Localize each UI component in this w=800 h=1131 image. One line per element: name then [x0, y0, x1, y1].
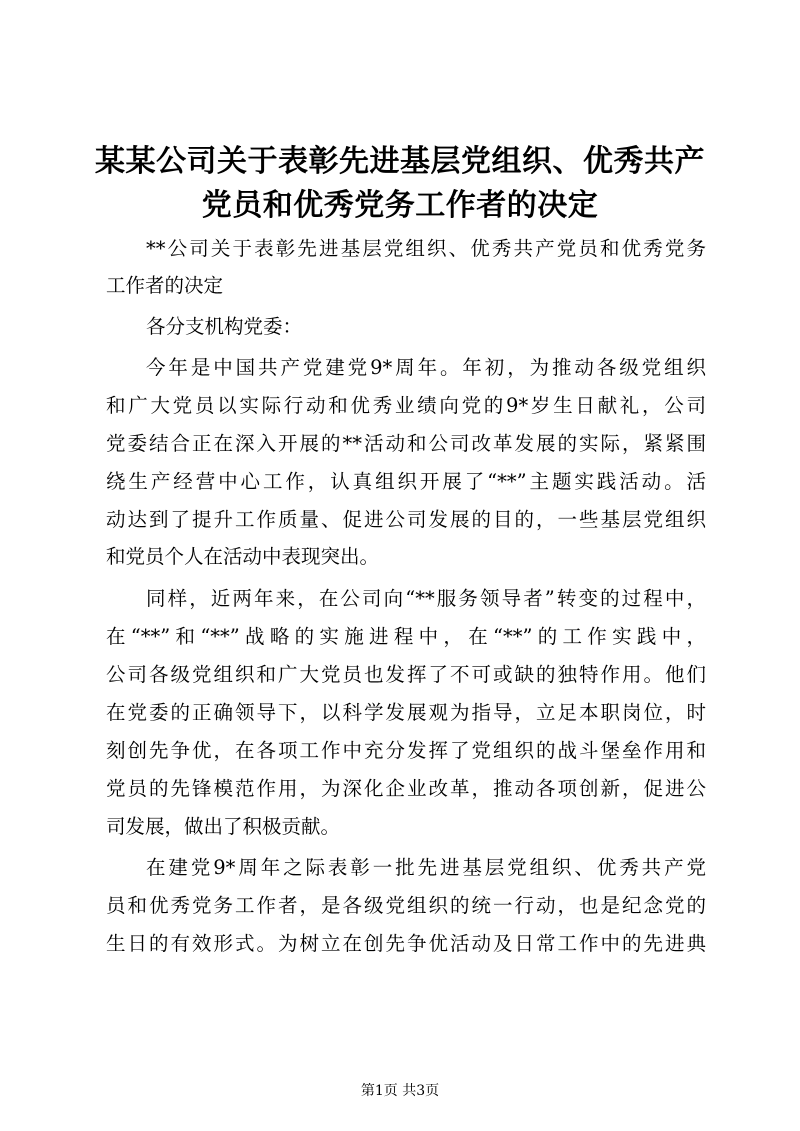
- body-line: 刻创先争优，在各项工作中充分发挥了党组织的战斗堡垒作用和: [106, 739, 706, 762]
- salutation: 各分支机构党委：: [146, 315, 303, 338]
- body-line: 公司各级党组织和广大党员也发挥了不可或缺的独特作用。他们: [106, 663, 706, 686]
- body-line: 党员的先锋模范作用，为深化企业改革，推动各项创新，促进公: [106, 777, 706, 800]
- body-line: 绕生产经营中心工作，认真组织开展了“**”主题实践活动。活: [106, 470, 706, 493]
- body-line: 在党委的正确领导下，以科学发展观为指导，立足本职岗位，时: [106, 701, 706, 724]
- body-line: 和党员个人在活动中表现突出。: [106, 545, 380, 568]
- body-line: 和广大党员以实际行动和优秀业绩向党的9*岁生日献礼，公司: [106, 394, 706, 417]
- body-line: 党委结合正在深入开展的**活动和公司改革发展的实际，紧紧围: [106, 432, 706, 455]
- body-line: 动达到了提升工作质量、促进公司发展的目的，一些基层党组织: [106, 508, 706, 531]
- body-line: 在“**”和“**”战略的实施进程中，在“**”的工作实践中，: [106, 625, 706, 648]
- body-line: 工作者的决定: [106, 274, 224, 297]
- document-title-line-1: 某某公司关于表彰先进基层党组织、优秀共产: [95, 144, 705, 179]
- body-line: **公司关于表彰先进基层党组织、优秀共产党员和优秀党务: [146, 237, 706, 260]
- document-title-line-2: 党员和优秀党务工作者的决定: [201, 188, 599, 223]
- body-line: 司发展，做出了积极贡献。: [106, 815, 341, 838]
- body-line: 生日的有效形式。为树立在创先争优活动及日常工作中的先进典: [106, 932, 706, 955]
- page-number-footer: 第1页 共3页: [360, 1083, 440, 1099]
- body-line: 同样，近两年来，在公司向“**服务领导者”转变的过程中，: [146, 587, 706, 610]
- body-line: 今年是中国共产党建党9*周年。年初，为推动各级党组织: [146, 356, 706, 379]
- body-line: 在建党9*周年之际表彰一批先进基层党组织、优秀共产党: [146, 856, 706, 879]
- body-line: 员和优秀党务工作者，是各级党组织的统一行动，也是纪念党的: [106, 894, 706, 917]
